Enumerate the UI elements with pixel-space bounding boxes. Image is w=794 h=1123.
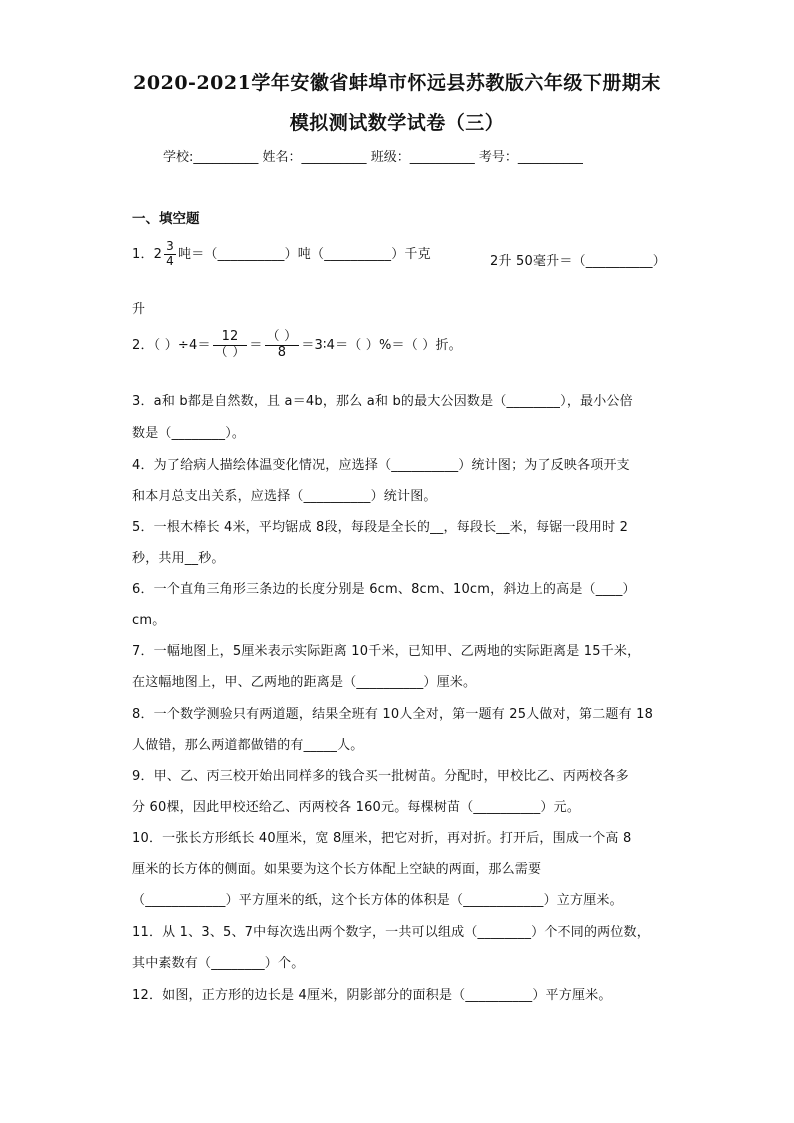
- question-7-line-2: 在这幅地图上，甲、乙两地的距离是（__________）厘米。: [132, 675, 477, 690]
- class-label: 班级：: [370, 150, 410, 165]
- question-11-line-1: 11．从 1、3、5、7中每次选出两个数字，一共可以组成（________）个不同的两位数，: [132, 925, 650, 940]
- q2-f2-num: （ ）: [266, 329, 298, 344]
- question-8-line-1: 8．一个数学测验只有两道题，结果全班有 10人全对，第一题有 25人做对，第二题有 18: [132, 707, 654, 722]
- question-7-line-1: 7．一幅地图上，5厘米表示实际距离 10千米，已知甲、乙两地的实际距离是 15千米，: [132, 644, 641, 659]
- q2-part-2: ＝3∶4＝（ ）%＝（ ）折。: [301, 337, 462, 353]
- q2-f1-num: 12: [213, 330, 248, 346]
- student-info-row: [163, 146, 583, 165]
- question-1-line-1: [132, 240, 431, 269]
- question-5-line-2: 秒，共用__秒。: [132, 551, 225, 566]
- question-1-line-2: 升: [132, 302, 146, 317]
- q1-text-a: 吨＝（__________）吨（__________）千克: [178, 246, 431, 262]
- question-10-line-2: 厘米的长方体的侧面。如果要为这个长方体配上空缺的两面，那么需要: [132, 862, 542, 877]
- question-3-line-1: 3．a和 b都是自然数，且 a＝4b，那么 a和 b的最大公因数是（________），最小公倍: [132, 394, 633, 409]
- question-10-line-3: （____________）平方厘米的纸，这个长方体的体积是（____________）立方厘米。: [132, 893, 623, 908]
- q1-number: 1．: [132, 246, 154, 262]
- class-blank: __________: [409, 150, 475, 165]
- q2-f1-den: （ ）: [214, 344, 246, 360]
- title-line-2: 模拟测试数学试卷（三）: [289, 112, 505, 134]
- question-6-line-2: cm。: [132, 613, 166, 628]
- q1-whole: 2: [153, 246, 163, 262]
- name-blank: __________: [301, 150, 367, 165]
- question-2: [132, 330, 462, 361]
- question-8-line-2: 人做错，那么两道都做错的有_____人。: [132, 738, 364, 753]
- id-label: 考号：: [478, 150, 518, 165]
- name-label: 姓名：: [262, 150, 302, 165]
- question-6-line-1: 6．一个直角三角形三条边的长度分别是 6cm、8cm、10cm，斜边上的高是（____）: [132, 582, 636, 597]
- question-9-line-2: 分 60棵，因此甲校还给乙、丙两校各 160元。每棵树苗（__________）元。: [132, 800, 581, 815]
- id-blank: __________: [517, 150, 583, 165]
- section-title: 一、填空题: [132, 211, 200, 227]
- q2-number: 2．: [132, 337, 154, 353]
- question-9-line-1: 9．甲、乙、丙三校开始出同样多的钱合买一批树苗。分配时，甲校比乙、丙两校各多: [132, 769, 629, 784]
- q2-equals: ＝: [249, 337, 263, 353]
- question-4-line-1: 4．为了给病人描绘体温变化情况，应选择（__________）统计图；为了反映各项开支: [132, 458, 630, 473]
- q1-frac-num: 3: [166, 239, 174, 253]
- q2-fraction-2: [265, 330, 300, 361]
- question-4-line-2: 和本月总支出关系，应选择（__________）统计图。: [132, 489, 437, 504]
- question-3-line-2: 数是（________）。: [132, 426, 246, 441]
- question-1-part-b: 2升 50毫升＝（__________）: [490, 254, 666, 269]
- q2-part-1: （ ）÷4＝: [153, 337, 211, 353]
- question-12-line-1: 12．如图，正方形的边长是 4厘米，阴影部分的面积是（__________）平方厘米。: [132, 988, 612, 1003]
- school-blank: __________: [193, 150, 259, 165]
- question-5-line-1: 5．一根木棒长 4米，平均锯成 8段，每段是全长的__，每段长__米，每锯一段用时 2: [132, 520, 629, 535]
- question-11-line-2: 其中素数有（________）个。: [132, 956, 305, 971]
- school-label: 学校:: [163, 150, 194, 165]
- title-line-1: 2020-2021学年安徽省蚌埠市怀远县苏教版六年级下册期末: [133, 72, 661, 94]
- q2-f2-den: 8: [277, 344, 287, 360]
- q1-frac-den: 4: [166, 253, 174, 268]
- q1-fraction: [164, 240, 176, 269]
- question-10-line-1: 10．一张长方形纸长 40厘米，宽 8厘米，把它对折，再对折。打开后，围成一个高 8: [132, 831, 632, 846]
- q2-fraction-1: [213, 330, 248, 361]
